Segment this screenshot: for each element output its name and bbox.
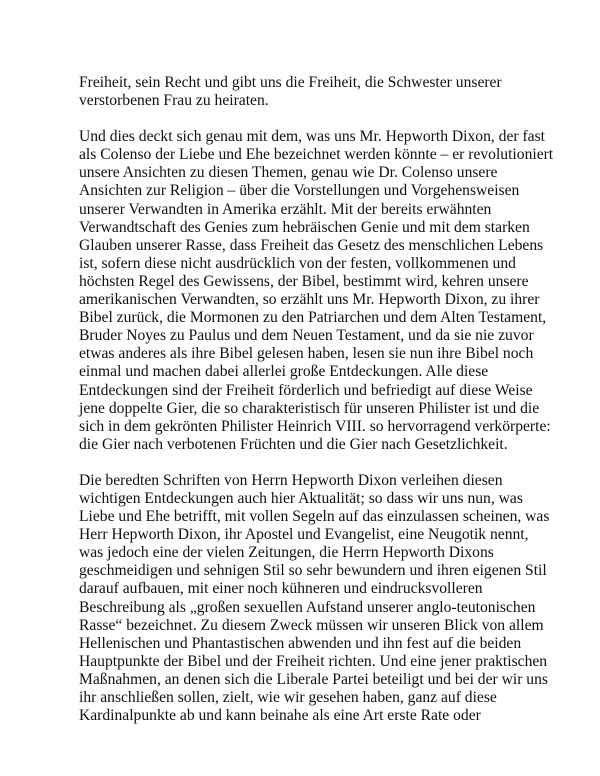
text-line: unsere Ansichten zu diesen Themen, genau wie Dr. Colenso unsere (79, 164, 498, 182)
text-line: darauf aufbauen, mit einer noch kühneren und eindrucksvolleren (79, 580, 483, 598)
paragraph (79, 472, 549, 725)
text-line: Maßnahmen, an denen sich die Liberale Partei beteiligt und bei der wir uns (79, 670, 548, 688)
text-line: Glauben unserer Rasse, dass Freiheit das Gesetz des menschlichen Lebens (79, 236, 544, 254)
paragraph (79, 128, 554, 454)
text-line: verstorbenen Frau zu heiraten. (79, 92, 269, 110)
text-line: Und dies deckt sich genau mit dem, was uns Mr. Hepworth Dixon, der fast (79, 128, 545, 146)
text-line: ihr anschließen sollen, zielt, wie wir gesehen haben, ganz auf diese (79, 689, 497, 706)
text-line: unserer Verwandten in Amerika erzählt. Mit der bereits erwähnten (79, 200, 492, 218)
text-line: Hellenischen und Phantastischen abwenden und ihn fest auf die beiden (79, 634, 522, 652)
text-line: sich in dem gekrönten Philister Heinrich VIII. so hervorragend verkörperte: (79, 417, 551, 435)
text-line: Die beredten Schriften von Herrn Hepworth Dixon verleihen diesen (79, 471, 503, 489)
text-line: geschmeidigen und sehnigen Stil so sehr bewundern und ihren eigenen Stil (79, 562, 547, 580)
text-line: Rasse“ bezeichnet. Zu diesem Zweck müssen wir unseren Blick von allem (79, 616, 544, 634)
text-line: Bibel zurück, die Mormonen zu den Patriarchen und dem Alten Testament, (79, 309, 547, 327)
text-line: die Gier nach verbotenen Früchten und die Gier nach Gesetzlichkeit. (79, 435, 508, 453)
text-line: Herr Hepworth Dixon, ihr Apostel und Evangelist, eine Neugotik nennt, (79, 526, 529, 544)
text-line: Hauptpunkte der Bibel und der Freiheit richten. Und eine jener praktischen (79, 652, 548, 670)
text-line: etwas anderes als ihre Bibel gelesen haben, lesen sie nun ihre Bibel noch (79, 345, 534, 363)
document-page (79, 74, 554, 743)
text-line: als Colenso der Liebe und Ehe bezeichnet werden könnte – er revolutioniert (79, 146, 554, 164)
text-line: Bruder Noyes zu Paulus und dem Neuen Testament, und da sie nie zuvor (79, 327, 534, 345)
text-line: höchsten Regel des Gewissens, der Bibel, bestimmt wird, kehren unsere (79, 272, 529, 290)
text-line: wichtigen Entdeckungen auch hier Aktualität; so dass wir uns nun, was (79, 489, 523, 507)
text-line: was jedoch eine der vielen Zeitungen, die Herrn Hepworth Dixons (79, 544, 494, 562)
text-line: Kardinalpunkte ab und kann beinahe als eine Art erste Rate oder (79, 707, 481, 725)
text-line: Freiheit, sein Recht und gibt uns die Freiheit, die Schwester unserer (79, 74, 502, 91)
text-line: ist, sofern diese nicht ausdrücklich von der festen, vollkommenen und (79, 254, 516, 272)
text-line: Beschreibung als „großen sexuellen Aufstand unserer anglo-teutonischen (79, 598, 536, 616)
text-line: amerikanischen Verwandten, so erzählt uns Mr. Hepworth Dixon, zu ihrer (79, 291, 540, 309)
text-line: Verwandtschaft des Genies zum hebräischen Genie und mit dem starken (79, 218, 530, 236)
paragraph (79, 74, 549, 110)
text-line: Entdeckungen sind der Freiheit förderlich und befriedigt auf diese Weise (79, 381, 533, 399)
text-line: Liebe und Ehe betrifft, mit vollen Segeln auf das einzulassen scheinen, was (79, 508, 550, 526)
text-line: einmal und machen dabei allerlei große Entdeckungen. Alle diese (79, 363, 489, 381)
text-line: Ansichten zur Religion – über die Vorstellungen und Vorgehensweisen (79, 182, 520, 200)
text-line: jene doppelte Gier, die so charakteristisch für unseren Philister ist und die (79, 399, 540, 417)
